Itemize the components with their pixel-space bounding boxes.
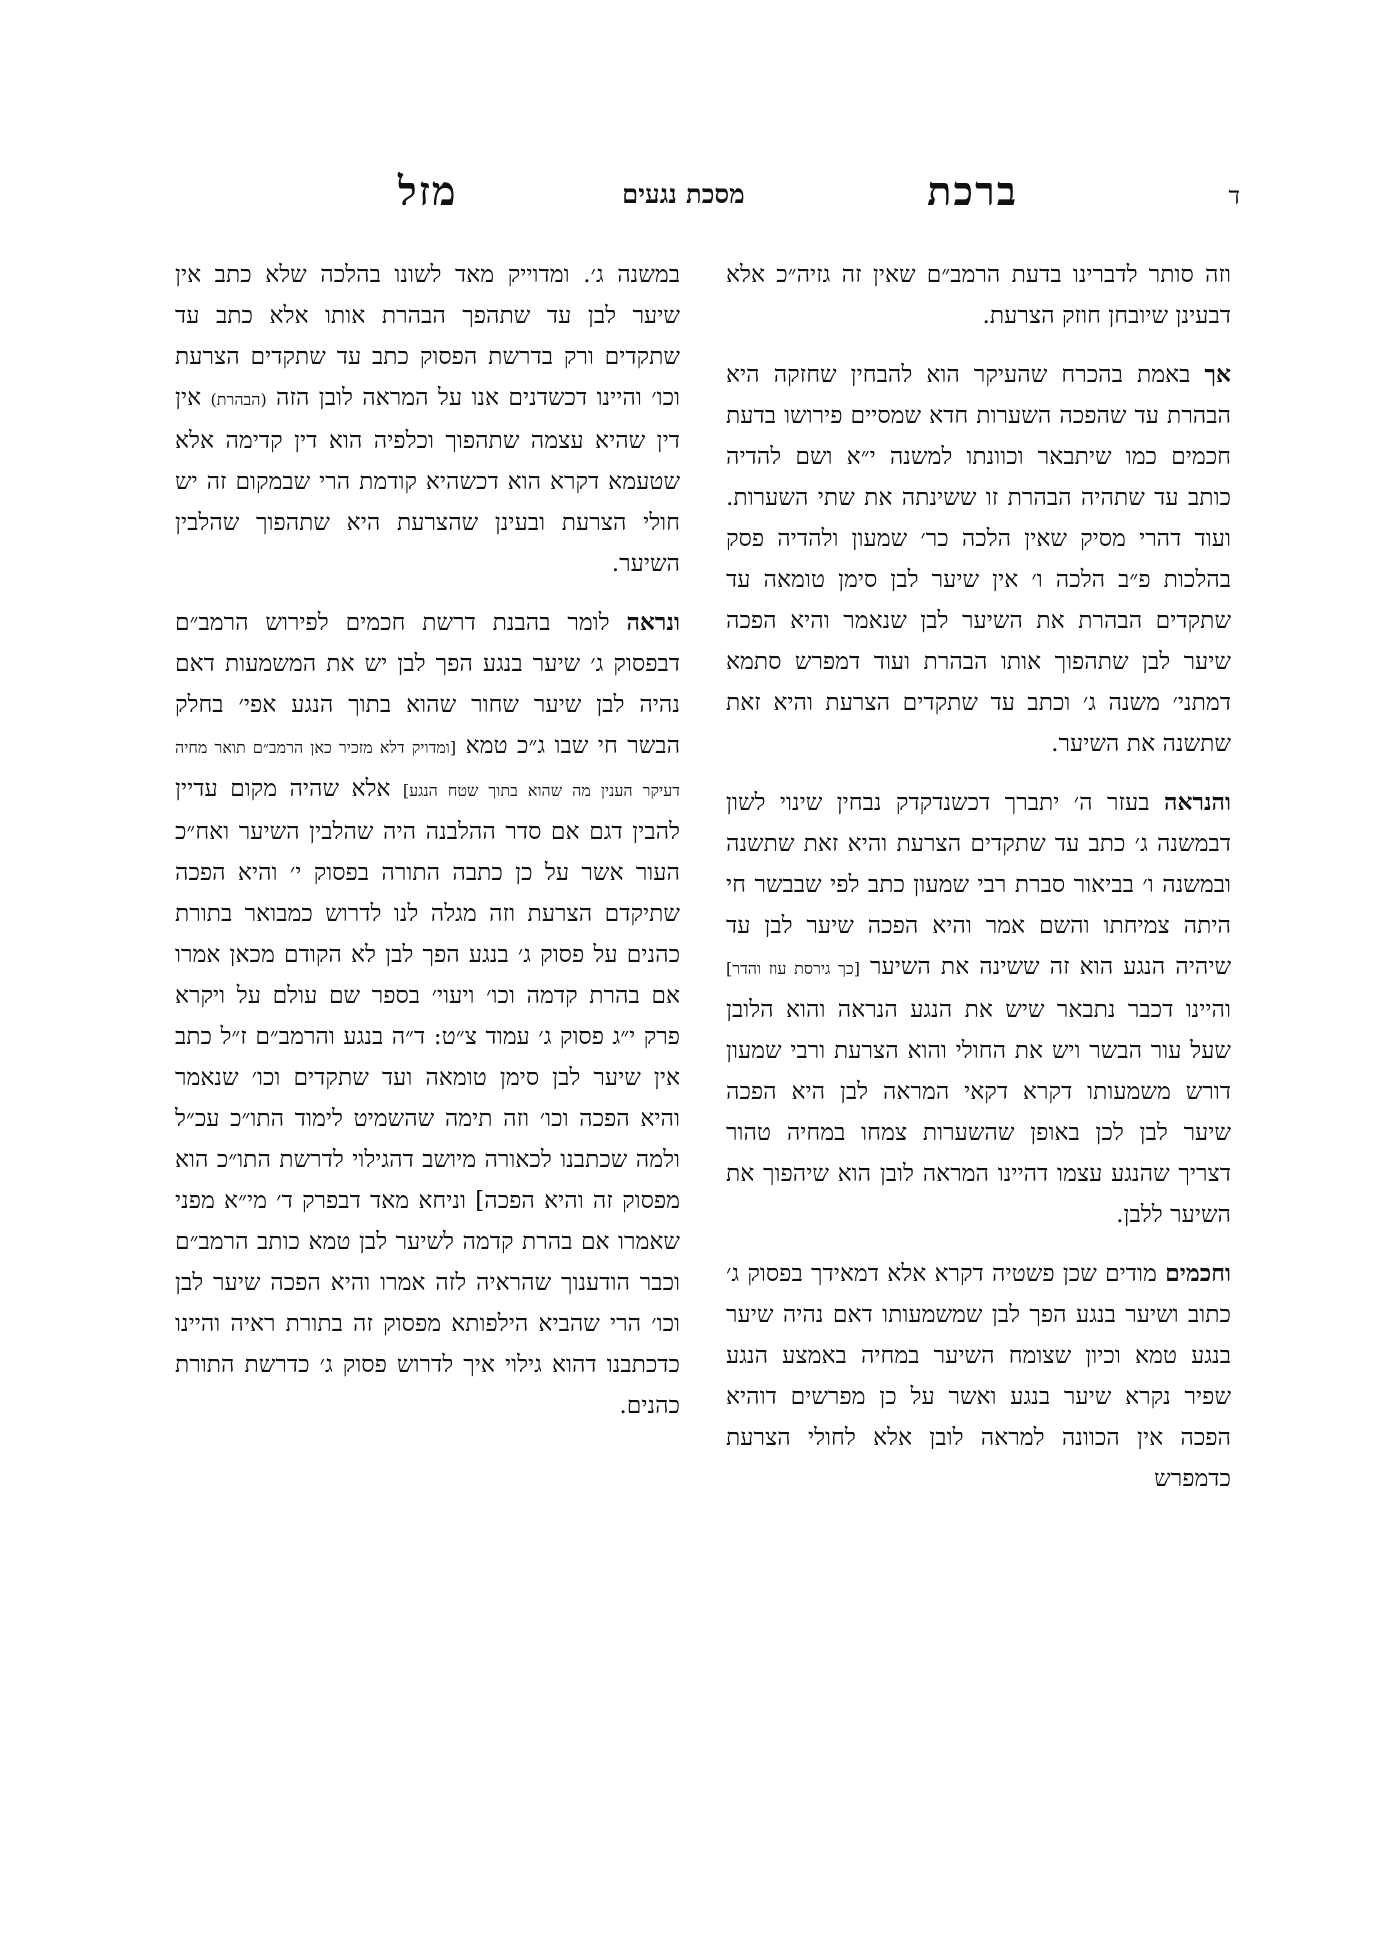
bracket-note: [ומדויק דלא מזכיר כאן הרמב״ם תואר מחיה דעיקר הענין מה שהוא בתוך שטח הנגע] — [175, 738, 680, 800]
paragraph — [726, 354, 1231, 764]
paragraph — [726, 254, 1231, 336]
page-header — [360, 168, 1240, 228]
paragraph — [175, 254, 680, 584]
paragraph-text: והיינו דכבר נתבאר שיש את הנגע הנראה והוא הלובן שעל עור הבשר ויש את החולי והוא הצרעת ורבי שמעון דורש משמעותו דקרא דקאי המראה לבן היא הפכה שיער לבן לכן באופן שהשערות צמחו במחיה טהור דצריך שהנגע עצמו דהיינו המראה לובן הוא שיהפוך את השיער ללבן. — [726, 995, 1231, 1228]
paragraph-text: בעזר ה׳ יתברך דכשנדקדק נבחין שינוי לשון דבמשנה ג׳ כתב עד שתקדים הצרעת והיא זאת שתשנה ובמשנה ו׳ בביאור סברת רבי שמעון כתב לפי שבבשר חי היתה צמיחתו והשם אמר והיא הפכה שיער לבן עד שיהיה הנגע הוא זה ששינה את השיער — [726, 788, 1232, 980]
paragraph — [175, 602, 680, 1426]
page-letter: ד — [1228, 182, 1240, 210]
paragraph-text: אלא שהיה מקום עדיין להבין דגם אם סדר ההלבנה היה שהלבין השיער ואח״כ העור אשר על כן כתבה התורה בפסוק י׳ והיא הפכה שתיקדם הצרעת וזה מגלה לנו לדרוש כמבואר בתורת כהנים על פסוק ג׳ בנגע הפך לבן לא הקודם מכאן אמרו אם בהרת קדמה וכו׳ ויעוי׳ בספר שם עולם על ויקרא פרק י״ג פסוק ג׳ עמוד צ״ט: ד״ה בנגע והרמב״ם ז״ל כתב אין שיער לבן סימן טומאה ועד שתקדים וכו׳ שנאמר והיא הפכה וכו׳ וזה תימה שהשמיט לימוד התו״כ עכ״ל ולמה שכתבנו לכאורה מיושב דהגילוי לדרשת התו״כ הוא מפסוק זה והיא הפכה] וניחא מאד דבפרק ד׳ מי״א מפני שאמרו אם בהרת קדמה לשיער לבן טמא כותב הרמב״ם וכבר הודענוך שהראיה לזה אמרו והיא הפכה שיער לבן וכו׳ הרי שהביא הילפותא מפסוק זה בתורת ראיה והיינו כדכתבנו דהוא גילוי איך לדרוש פסוק ג׳ כדרשת התורת כהנים. — [175, 774, 680, 1419]
paragraph-text: מודים שכן פשטיה דקרא אלא דמאידך בפסוק ג׳ כתוב ושיער בנגע הפך לבן שמשמעותו דאם נהיה שיער בנגע טמא וכיון שצומח השיער במחיה באמצע הנגע שפיר נקרא שיער בנגע ואשר על כן מפרשים דוהיא הפכה אין הכוונה למראה לובן אלא לחולי הצרעת כדמפרש — [726, 1259, 1231, 1492]
paragraph — [726, 1253, 1231, 1499]
lead-word: אך — [1204, 360, 1231, 388]
paragraph-text: במשנה ג׳. ומדוייק מאד לשונו בהלכה שלא כתב אין שיער לבן עד שתהפך הבהרת אותו אלא כתב עד שתקדים ורק בדרשת הפסוק כתב עד שתקדים הצרעת וכו׳ והיינו דכשדנים אנו על המראה לובן הזה — [175, 260, 681, 411]
bracket-note: (הבהרת) — [210, 390, 267, 409]
paragraph-text: וזה סותר לדברינו בדעת הרמב״ם שאין זה גזיה״כ אלא דבעינן שיובחן חוזק הצרעת. — [726, 260, 1231, 329]
right-column — [726, 254, 1231, 1517]
left-column — [175, 254, 680, 1444]
paragraph-text: אין דין שהיא עצמה שתהפוך וכלפיה הוא דין קדימה אלא שטעמא דקרא הוא דכשהיא קודמת הרי שבמקום זה יש חולי הצרעת ובעינן שהצרעת היא שתהפוך שהלבין השיער. — [175, 383, 680, 577]
tractate-title: מסכת נגעים — [622, 180, 745, 210]
running-title-left: מזל — [398, 168, 458, 215]
lead-word: והנראה — [1163, 788, 1231, 816]
paragraph — [726, 782, 1231, 1235]
paragraph-text: באמת בהכרח שהעיקר הוא להבחין שחזקה היא הבהרת עד שהפכה השערות חדא שמסיים פירושו בדעת חכמים כמו שיתבאר וכוונתו למשנה י״א ושם להדיה כותב עד שתהיה הבהרת זו ששינתה את שתי השערות. ועוד דהרי מסיק שאין הלכה כר׳ שמעון ולהדיה פסק בהלכות פ״ב הלכה ו׳ אין שיער לבן סימן טומאה עד שתקדים הבהרת את השיער לבן שנאמר והיא הפכה שיער לבן שתהפוך אותו הבהרת ועוד דמפרש סתמא דמתני׳ משנה ג׳ וכתב עד שתקדים הצרעת והיא זאת שתשנה את השיער. — [726, 360, 1231, 757]
lead-word: וחכמים — [1165, 1259, 1232, 1287]
running-title-right: ברכת — [927, 168, 1018, 215]
lead-word: ונראה — [626, 608, 680, 636]
paragraph-text: לומר בהבנת דרשת חכמים לפירוש הרמב״ם דבפסוק ג׳ שיער בנגע הפך לבן יש את המשמעות דאם נהיה לבן שיער שחור שהוא בתוך הנגע אפי׳ בחלק הבשר חי שבו ג״כ טמא — [175, 608, 681, 759]
bracket-note: [כך גירסת עוז והדר] — [726, 959, 860, 978]
